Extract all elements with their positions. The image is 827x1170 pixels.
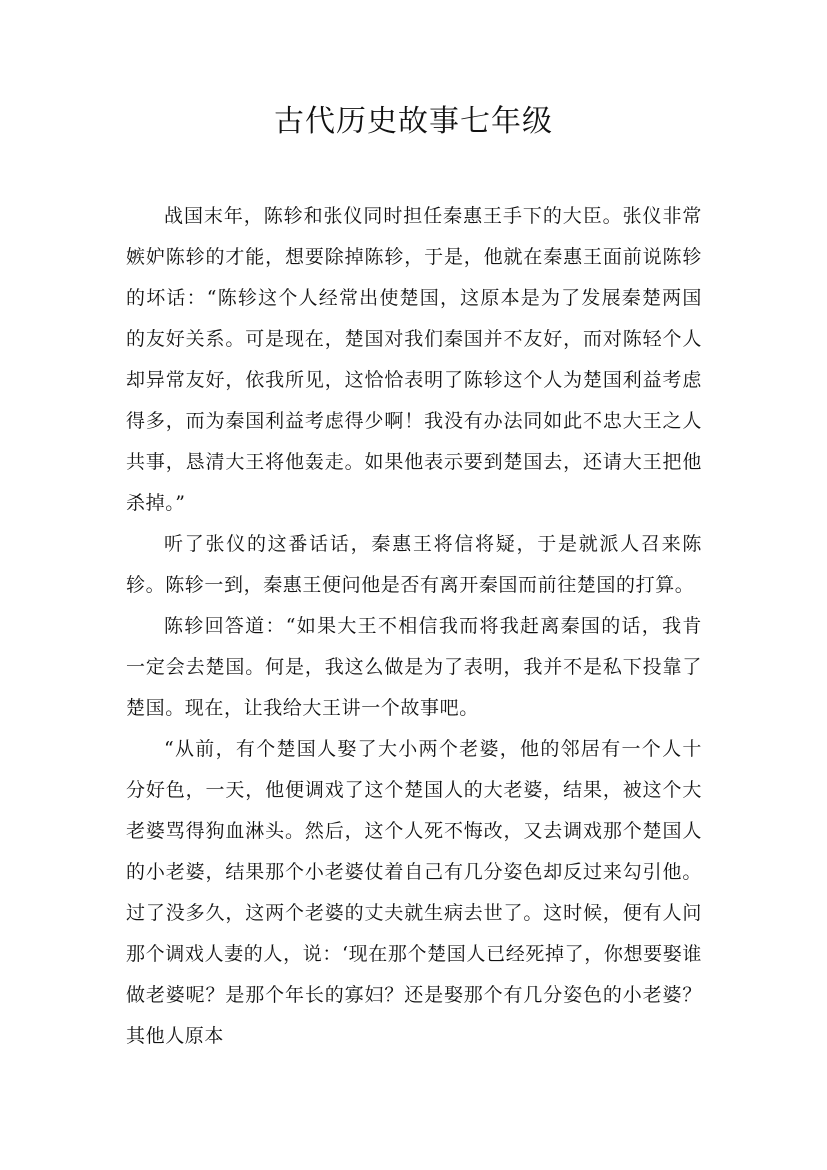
paragraph-4: “从前，有个楚国人娶了大小两个老婆，他的邻居有一个人十分好色，一天，他便调戏了这个楚国人的大老婆，结果，被这个大老婆骂得狗血淋头。然后，这个人死不悔改，又去调戏那个楚国人的小老婆，结果那个小老婆仗着自己有几分姿色却反过来勾引他。过了没多久，这两个老婆的丈夫就生病去世了。这时候，便有人问那个调戏人妻的人，说：‘现在那个楚国人已经死掉了，你想要娶谁做老婆呢？是那个年长的寡妇？还是娶那个有几分姿色的小老婆？其他人原本 (126, 738, 702, 1047)
document-title: 古代历史故事七年级 (274, 104, 553, 139)
paragraph-1: 战国末年，陈轸和张仪同时担任秦惠王手下的大臣。张仪非常嫉妒陈轸的才能，想要除掉陈轸，于是，他就在秦惠王面前说陈轸的坏话：“陈轸这个人经常出使楚国，这原本是为了发展秦楚两国的友好关系。可是现在，楚国对我们秦国并不友好，而对陈轻个人却异常友好，依我所见，这恰恰表明了陈轸这个人为楚国利益考虑得多，而为秦国利益考虑得少啊！我没有办法同如此不忠大王之人共事，恳清大王将他轰走。如果他表示要到楚国去，还请大王把他杀掉。” (126, 205, 702, 514)
paragraph-2: 听了张仪的这番话话，秦惠王将信将疑，于是就派人召来陈轸。陈轸一到，秦惠王便问他是否有离开秦国而前往楚国的打算。 (126, 533, 702, 596)
paragraph-3: 陈轸回答道：“如果大王不相信我而将我赶离秦国的话，我肯一定会去楚国。何是，我这么做是为了表明，我并不是私下投靠了楚国。现在，让我给大王讲一个故事吧。 (126, 615, 702, 719)
document-body (126, 196, 702, 1057)
